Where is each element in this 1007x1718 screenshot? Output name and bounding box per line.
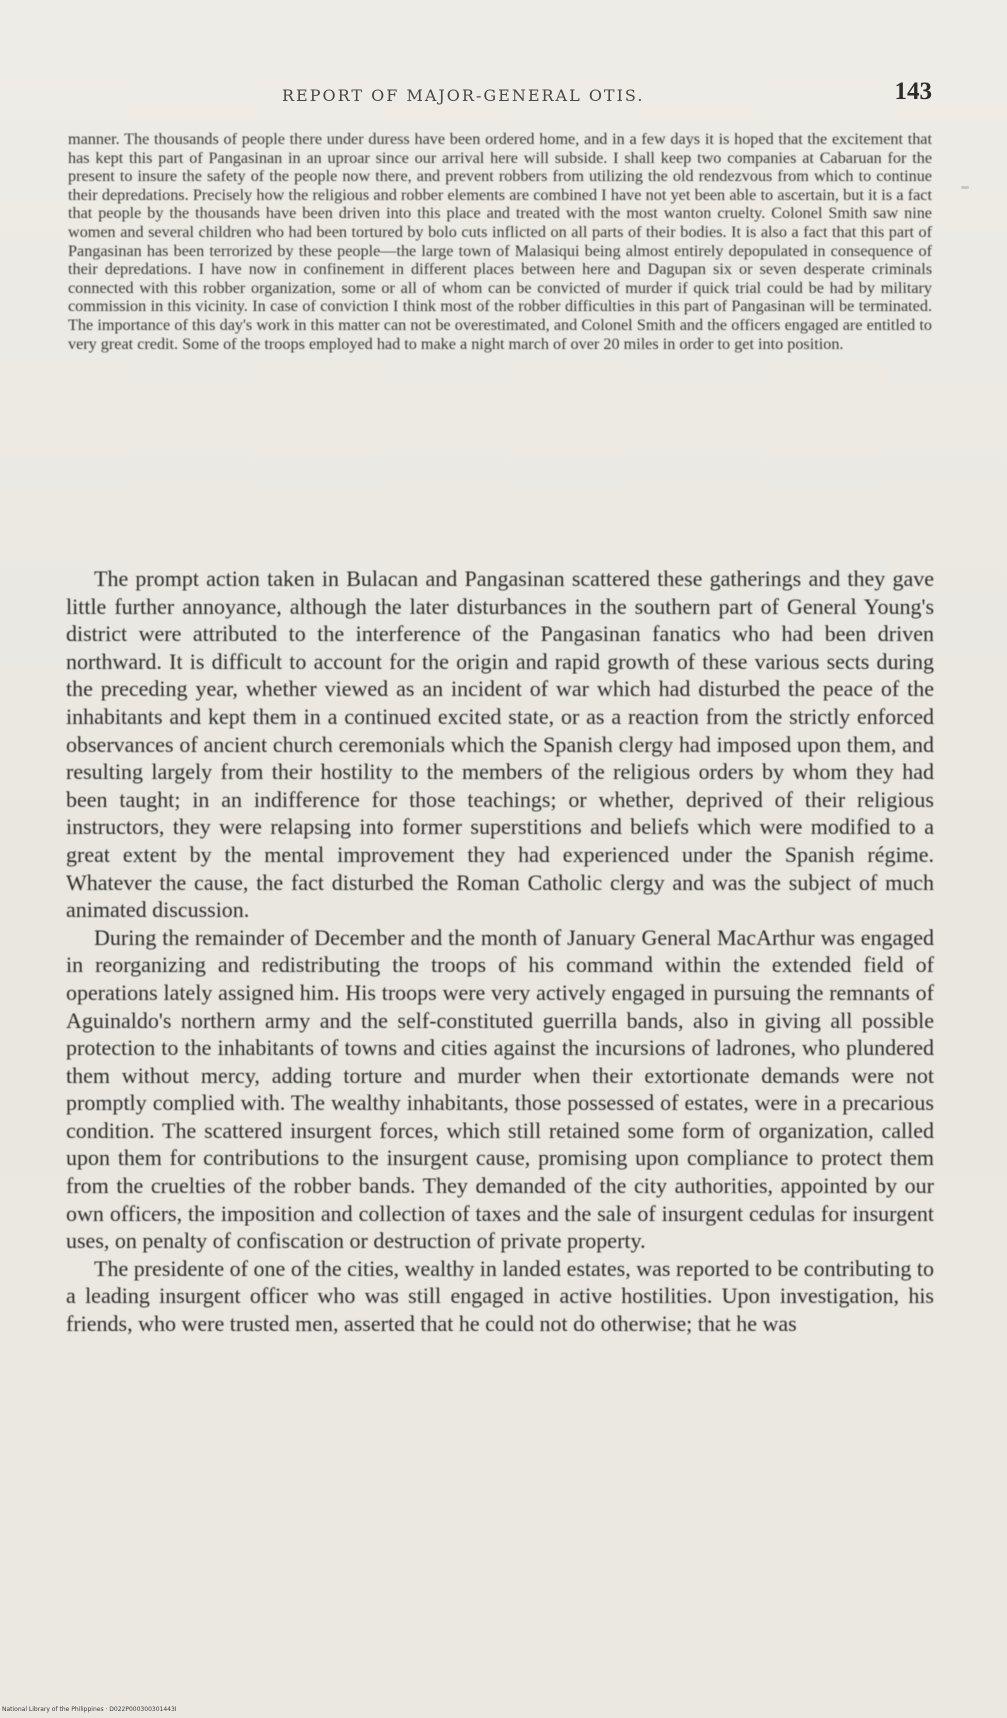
body-text <box>66 565 934 1338</box>
quoted-report-text: manner. The thousands of people there under duress have been ordered home, and in a few days it is hoped that the excitement that has kept this part of Pangasinan in an uproar since our arrival here will subside. I shall keep two companies at Cabaruan for the present to insure the safety of the people now there, and prevent robbers from utilizing the old rendezvous from which to continue their depredations. Precisely how the religious and robber elements are combined I have not yet been able to ascertain, but it is a fact that people by the thousands have been driven into this place and treated with the most wanton cruelty. Colonel Smith saw nine women and several children who had been tortured by bolo cuts inflicted on all parts of their bodies. It is also a fact that this part of Pangasinan has been terrorized by these people—the large town of Malasiqui being almost entirely depopulated in consequence of their depredations. I have now in confinement in different places between here and Dagupan six or seven desperate criminals connected with this robber organization, some or all of whom can be convicted of murder if quick trial could be had by military commission in this vicinity. In case of conviction I think most of the robber difficulties in this part of Pangasinan will be terminated. The importance of this day's work in this matter can not be overestimated, and Colonel Smith and the officers engaged are entitled to very great credit. Some of the troops employed had to make a night march of over 20 miles in order to get into position. <box>68 130 932 353</box>
paragraph-2: During the remainder of December and the month of January General MacArthur was engaged in reorganizing and redistributing the troops of his command within the extended field of operations lately assigned him. His troops were very actively engaged in pursuing the remnants of Aguinaldo's northern army and the self-constituted guerrilla bands, also in giving all possible protection to the inhabitants of towns and cities against the incursions of ladrones, who plundered them without mercy, adding torture and murder when their extortionate demands were not promptly complied with. The wealthy inhabitants, those possessed of estates, were in a precarious condition. The scattered insurgent forces, which still retained some form of organization, called upon them for contributions to the insurgent cause, promising upon compliance to protect them from the cruelties of the robber bands. They demanded of the city authorities, appointed by our own officers, the imposition and collection of taxes and the sale of insurgent cedulas for insurgent uses, on penalty of confiscation or destruction of private property. <box>66 924 934 1254</box>
paragraph-3: The presidente of one of the cities, wealthy in landed estates, was reported to be contributing to a leading insurgent officer who was still engaged in active hostilities. Upon investigation, his friends, who were trusted men, asserted that he could not do otherwise; that he was <box>66 1255 934 1337</box>
running-head: REPORT OF MAJOR-GENERAL OTIS. <box>282 86 645 105</box>
page-header <box>62 74 938 114</box>
page-number: 143 <box>894 78 932 105</box>
scan-footer: National Library of the Philippines · D022P000300301443I <box>2 1706 177 1713</box>
scan-speck <box>961 186 969 189</box>
quoted-report-block <box>68 130 932 353</box>
paragraph-1: The prompt action taken in Bulacan and Pangasinan scattered these gatherings and they gave little further annoyance, although the later disturbances in the southern part of General Young's district were attributed to the interference of the Pangasinan fanatics who had been driven northward. It is difficult to account for the origin and rapid growth of these various sects during the preceding year, whether viewed as an incident of war which had disturbed the peace of the inhabitants and kept them in a continued excited state, or as a reaction from the strictly enforced observances of ancient church ceremonials which the Spanish clergy had imposed upon them, and resulting largely from their hostility to the members of the religious orders by whom they had been taught; in an indifference for those teachings; or whether, deprived of their religious instructors, they were relapsing into former superstitions and beliefs which were modified to a great extent by the mental improvement they had experienced under the Spanish régime. Whatever the cause, the fact disturbed the Roman Catholic clergy and was the subject of much animated discussion. <box>66 566 934 923</box>
